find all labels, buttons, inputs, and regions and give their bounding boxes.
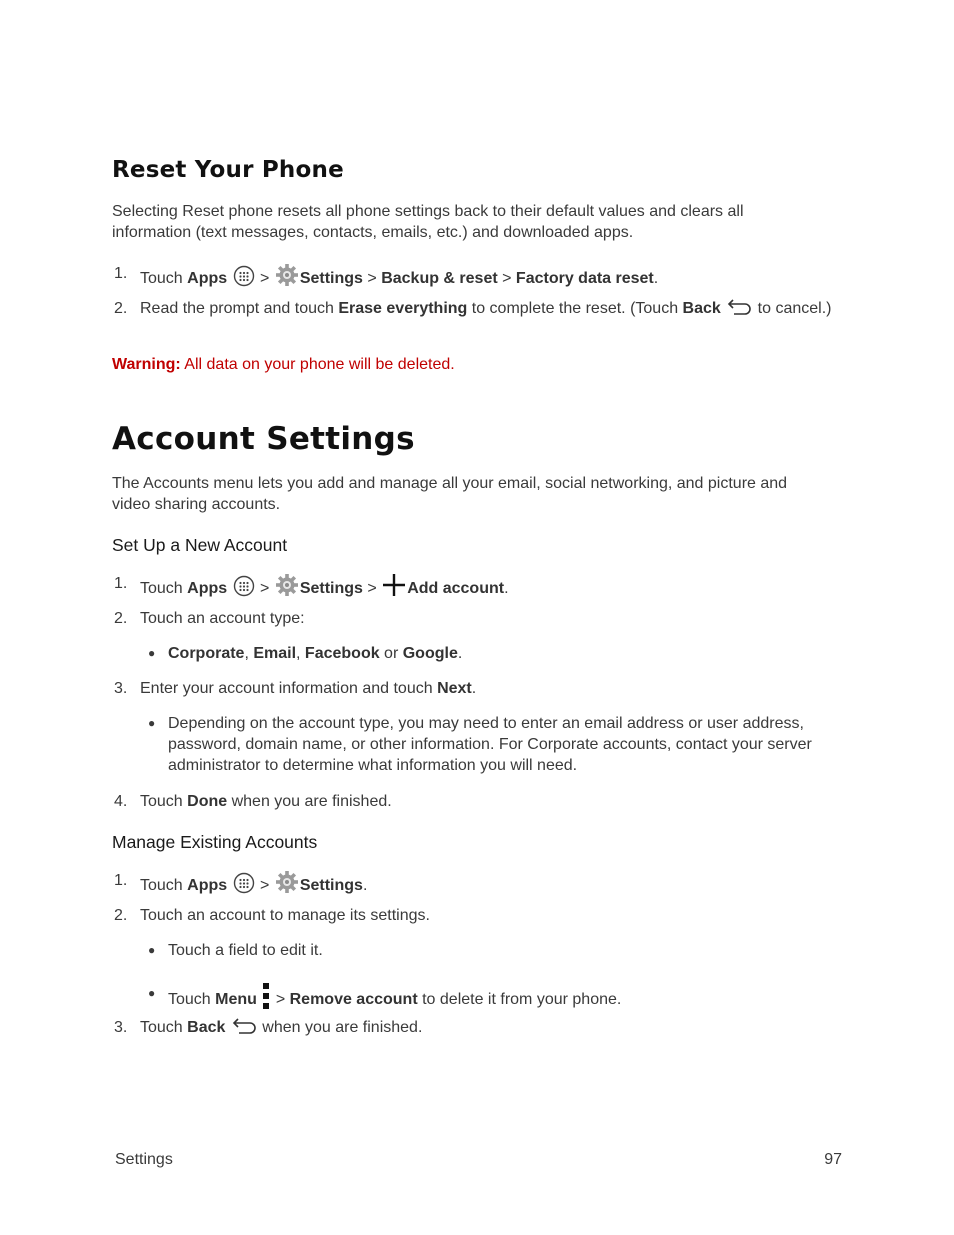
warning-note: Warning: All data on your phone will be deleted. (112, 356, 455, 373)
remove-account-label: Remove account (289, 991, 418, 1008)
bullet-dot: ● (148, 716, 156, 730)
footer-section-name: Settings (115, 1151, 173, 1168)
settings-gear-icon (275, 870, 299, 894)
settings-label: Settings (299, 877, 363, 894)
settings-label: Settings (299, 580, 363, 597)
subsection-title-setup: Set Up a New Account (112, 535, 288, 555)
step-number: 1. (114, 575, 128, 592)
add-account-label: Add account (407, 580, 505, 597)
menu-label: Menu (215, 991, 257, 1008)
back-icon (726, 299, 752, 317)
account-intro: The Accounts menu lets you add and manage all your email, social networking, and picture and video sharing accounts. (112, 475, 788, 513)
settings-gear-icon (275, 263, 299, 287)
step-number: 2. (114, 907, 128, 924)
add-icon (382, 573, 406, 597)
settings-label: Settings (299, 270, 363, 287)
step-number: 2. (114, 610, 128, 627)
section-title-reset-phone: Reset Your Phone (112, 157, 344, 183)
settings-gear-icon (275, 573, 299, 597)
apps-label: Apps (187, 270, 228, 287)
back-label: Back (187, 1019, 226, 1036)
apps-icon (233, 575, 255, 597)
footer-page-number: 97 (824, 1151, 842, 1168)
next-label: Next (437, 680, 472, 697)
bullet-dot: ● (148, 986, 156, 1000)
bullet-dot: ● (148, 646, 156, 660)
backup-reset-label: Backup & reset (381, 270, 498, 287)
step-number: 3. (114, 680, 128, 697)
step-number: 4. (114, 793, 128, 810)
erase-everything-label: Erase everything (338, 300, 468, 317)
subsection-title-manage: Manage Existing Accounts (112, 832, 318, 852)
warning-label: Warning: (112, 356, 181, 373)
bullet-dot: ● (148, 943, 156, 957)
reset-intro: Selecting Reset phone resets all phone settings back to their default values and clears all information (text messages, contacts, emails, etc.) and downloaded apps. (112, 203, 744, 241)
done-label: Done (187, 793, 228, 810)
step-number: 2. (114, 300, 128, 317)
factory-data-reset-label: Factory data reset (515, 270, 654, 287)
apps-label: Apps (187, 580, 228, 597)
section-title-account-settings: Account Settings (112, 421, 415, 457)
back-icon (231, 1018, 257, 1036)
apps-label: Apps (187, 877, 228, 894)
step-number: 1. (114, 265, 128, 282)
apps-icon (233, 265, 255, 287)
step-number: 3. (114, 1019, 128, 1036)
menu-icon (262, 983, 270, 1009)
step-number: 1. (114, 872, 128, 889)
back-label: Back (682, 300, 721, 317)
apps-icon (233, 872, 255, 894)
